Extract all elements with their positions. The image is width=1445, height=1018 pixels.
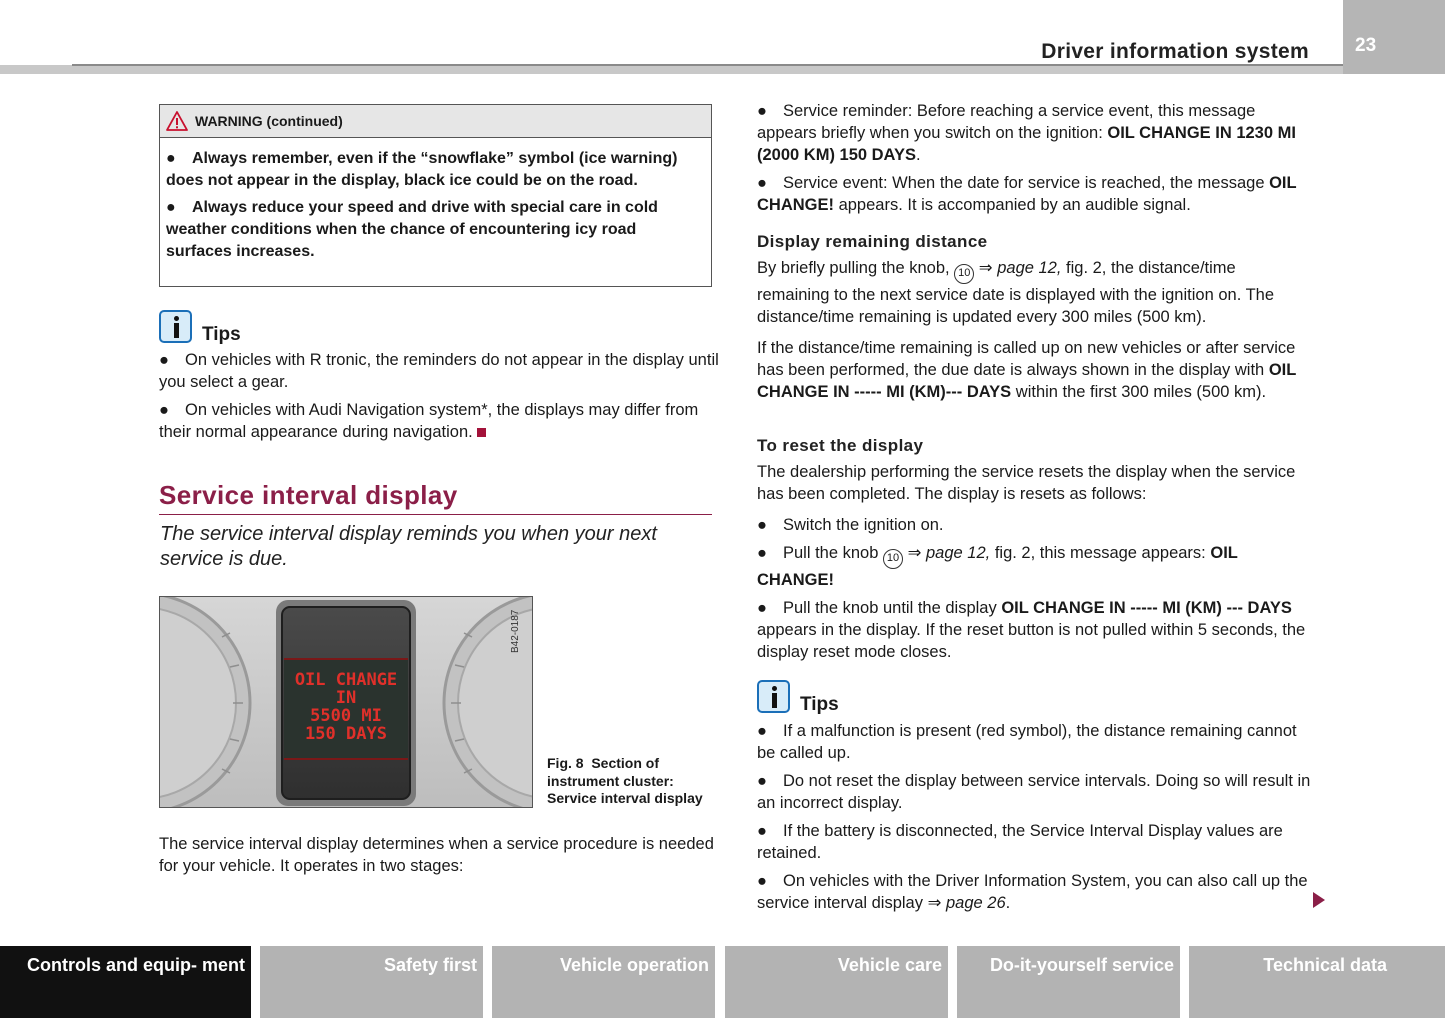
tip-item: ● If a malfunction is present (red symbol), the distance remaining cannot be called up. — [757, 722, 1297, 762]
paragraph: The dealership performing the service resets the display when the service has been completed. The display is resets as follows: — [757, 463, 1296, 503]
tip-item: ● On vehicles with R tronic, the reminders do not appear in the display until you select a gear. — [159, 351, 719, 391]
page-reference-link[interactable]: page 26 — [946, 894, 1006, 912]
chapter-title: Driver information system — [1041, 40, 1309, 63]
display-line-4: 150 DAYS — [305, 724, 387, 744]
page-number: 23 — [1355, 35, 1377, 56]
reset-step: ● Pull the knob until the display OIL CHANGE IN ----- MI (KM) --- DAYS appears in the display. If the reset button is not pulled within 5 seconds, the display reset mode closes. — [757, 599, 1306, 661]
tip-item: ● Do not reset the display between service intervals. Doing so will result in an incorrect display. — [757, 772, 1311, 812]
list-item: ● Service reminder: Before reaching a service event, this message appears briefly when you switch on the ignition: OIL CHANGE IN 1230 MI (2000 KM) 150 DAYS. — [757, 102, 1296, 164]
nav-tab-vehicle-operation[interactable]: Vehicle operation — [492, 946, 715, 1018]
nav-tab-diy-service[interactable]: Do-it-yourself service — [957, 946, 1180, 1018]
bullet-icon: ● — [166, 199, 176, 216]
header-rule — [0, 65, 1343, 74]
display-line-3: 5500 MI — [310, 706, 382, 726]
bullet-icon: ● — [159, 351, 169, 369]
bullet-icon: ● — [757, 822, 767, 840]
end-of-section-icon — [477, 428, 486, 437]
warning-item: ● Always reduce your speed and drive with special care in cold weather conditions when the chance of encountering icy road surfaces increases. — [166, 199, 658, 260]
bullet-icon: ● — [757, 722, 767, 740]
reset-step: ● Pull the knob 10 ⇒ page 12, fig. 2, this message appears: OIL CHANGE! — [757, 544, 1238, 589]
section-intro: The service interval display reminds you when your next service is due. — [160, 523, 657, 570]
page-reference-link[interactable]: page 12, — [997, 259, 1062, 277]
tip-item: ● If the battery is disconnected, the Service Interval Display values are retained. — [757, 822, 1283, 862]
bullet-icon: ● — [757, 599, 767, 617]
bullet-icon: ● — [757, 872, 767, 890]
reset-step: ● Switch the ignition on. — [757, 516, 944, 534]
warning-item: ● Always remember, even if the “snowflake” symbol (ice warning) does not appear in the display, black ice could be on the road. — [166, 150, 678, 189]
arrow-icon: ⇒ — [927, 894, 942, 912]
bullet-icon: ● — [757, 772, 767, 790]
display-line-1: OIL CHANGE — [294, 670, 398, 690]
bullet-icon: ● — [166, 150, 176, 167]
section-title: Service interval display — [159, 480, 712, 515]
subheading-display-remaining-distance: Display remaining distance — [757, 232, 988, 251]
bullet-icon: ● — [757, 102, 767, 120]
tips-heading-right — [757, 680, 839, 713]
bullet-icon: ● — [757, 544, 767, 562]
instrument-cluster-image — [160, 597, 533, 808]
figure-caption — [547, 755, 717, 808]
left-body-paragraph: The service interval display determines when a service procedure is needed for your vehicle. It operates in two stages: — [159, 835, 714, 875]
bullet-icon: ● — [757, 174, 767, 192]
list-item: ● Service event: When the date for service is reached, the message OIL CHANGE! appears. It is accompanied by an audible signal. — [757, 174, 1297, 214]
knob-10-icon: 10 — [883, 549, 903, 569]
page-header — [0, 0, 1445, 74]
nav-tab-safety-first[interactable]: Safety first — [260, 946, 483, 1018]
page-number-tab — [1343, 0, 1445, 74]
bullet-icon: ● — [757, 516, 767, 534]
paragraph: If the distance/time remaining is called up on new vehicles or after service has been performed, the due date is always shown in the display with OIL CHANGE IN ----- MI (KM)--- DAYS within the first 300 miles (500 km). — [757, 339, 1297, 401]
header-rule-line — [72, 64, 1343, 66]
nav-tab-vehicle-care[interactable]: Vehicle care — [725, 946, 948, 1018]
knob-10-icon: 10 — [954, 264, 974, 284]
tips-list-right — [757, 720, 1312, 920]
tips-label: Tips — [202, 324, 241, 345]
nav-tab-technical-data[interactable]: Technical data — [1189, 946, 1445, 1018]
tips-label: Tips — [800, 694, 839, 715]
warning-body — [160, 138, 711, 263]
warning-header — [160, 105, 711, 138]
info-icon — [159, 310, 192, 343]
tips-heading-left — [159, 310, 241, 343]
reset-section — [757, 461, 1312, 669]
figure-code: B42-0187 — [510, 609, 521, 653]
arrow-icon: ⇒ — [978, 259, 993, 277]
warning-box — [159, 104, 712, 287]
distance-paragraphs — [757, 257, 1312, 409]
tip-item: ● On vehicles with the Driver Information System, you can also call up the service interval display ⇒ page 26. — [757, 872, 1308, 912]
tips-list-left — [159, 349, 719, 449]
info-icon — [757, 680, 790, 713]
arrow-icon: ⇒ — [907, 544, 922, 562]
page-reference-link[interactable]: page 12, — [926, 544, 991, 562]
bullet-icon: ● — [159, 401, 169, 419]
instrument-cluster-figure — [159, 596, 533, 808]
subheading-reset-display: To reset the display — [757, 436, 924, 455]
service-stages-list — [757, 100, 1312, 222]
warning-triangle-icon — [166, 111, 188, 131]
nav-tab-controls[interactable]: Controls and equip- ment — [0, 946, 251, 1018]
paragraph: By briefly pulling the knob, 10 ⇒ page 12, fig. 2, the distance/time remaining to the next service date is displayed with the ignition on. The distance/time remaining is updated every 300 miles (500 km). — [757, 259, 1274, 326]
figure-caption-text: Section of instrument cluster: Service interval display — [547, 755, 703, 806]
display-line-2: IN — [335, 688, 357, 708]
tip-item: ● On vehicles with Audi Navigation system*, the displays may differ from their normal appearance during navigation. — [159, 401, 699, 441]
continue-arrow-icon — [1313, 892, 1325, 908]
figure-label: Fig. 8 — [547, 755, 584, 771]
warning-title: WARNING (continued) — [195, 113, 343, 129]
